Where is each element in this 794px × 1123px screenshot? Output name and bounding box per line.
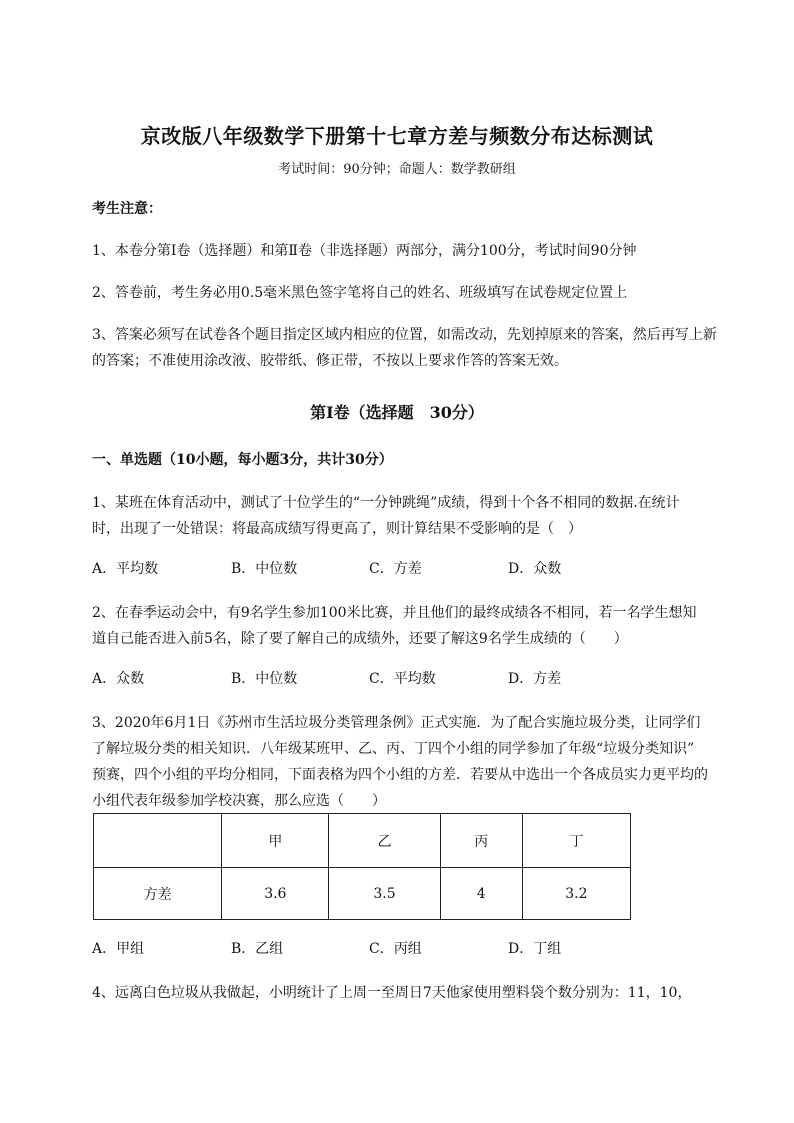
table-cell: 3.5 — [329, 868, 440, 920]
section-title: 第Ⅰ卷（选择题 30分） — [310, 403, 484, 422]
option-c[interactable]: C．平均数 — [369, 671, 436, 687]
question-2-text: 2、在春季运动会中，有9名学生参加100米比赛，并且他们的最终成绩各不相同，若一名学生想知 — [92, 605, 697, 621]
notice-heading: 考生注意： — [92, 201, 162, 217]
table-header-cell: 甲 — [222, 814, 329, 868]
table-header-cell: 丙 — [440, 814, 522, 868]
option-d[interactable]: D．丁组 — [508, 941, 562, 957]
option-c[interactable]: C．丙组 — [369, 941, 422, 957]
option-b[interactable]: B．乙组 — [231, 941, 284, 957]
table-row — [94, 868, 631, 920]
question-3-options — [92, 938, 692, 962]
table-header-row — [94, 814, 631, 868]
option-a[interactable]: A．众数 — [92, 671, 145, 687]
variance-table — [93, 813, 631, 920]
table-header-cell: 丁 — [522, 814, 630, 868]
table-header-cell — [94, 814, 222, 868]
question-3-text: 预赛，四个小组的平均分相同，下面表格为四个小组的方差．若要从中选出一个各成员实力更平均的 — [92, 767, 708, 783]
notice-item: 1、本卷分第Ⅰ卷（选择题）和第Ⅱ卷（非选择题）两部分，满分100分，考试时间90分钟 — [92, 243, 637, 259]
question-3-text: 了解垃圾分类的相关知识．八年级某班甲、乙、丙、丁四个小组的同学参加了年级“垃圾分类知识” — [92, 741, 695, 757]
question-2-text: 道自己能否进入前5名，除了要了解自己的成绩外，还要了解这9名学生成绩的（ ） — [92, 631, 628, 647]
question-1-text: 1、某班在体育活动中，测试了十位学生的“一分钟跳绳”成绩，得到十个各不相同的数据.在统计 — [92, 495, 680, 511]
exam-subtitle: 考试时间：90分钟；命题人：数学教研组 — [278, 162, 516, 177]
notice-item: 2、答卷前，考生务必用0.5毫米黑色签字笔将自己的姓名、班级填写在试卷规定位置上 — [92, 285, 628, 301]
question-4-text: 4、远离白色垃圾从我做起，小明统计了上周一至周日7天他家使用塑料袋个数分别为：11，10， — [92, 985, 692, 1001]
question-2-options — [92, 668, 692, 692]
table-cell: 4 — [440, 868, 522, 920]
question-3-text: 小组代表年级参加学校决赛，那么应选（ ） — [92, 793, 386, 809]
question-1-text: 时，出现了一处错误：将最高成绩写得更高了，则计算结果不受影响的是（ ） — [92, 521, 582, 537]
notice-item: 3、答案必须写在试卷各个题目指定区域内相应的位置，如需改动，先划掉原来的答案，然后再写上新 — [92, 327, 717, 343]
option-d[interactable]: D．众数 — [508, 561, 562, 577]
option-c[interactable]: C．方差 — [369, 561, 422, 577]
option-a[interactable]: A．平均数 — [92, 561, 159, 577]
question-1-options — [92, 558, 692, 582]
option-d[interactable]: D．方差 — [508, 671, 562, 687]
notice-item: 的答案；不准使用涂改液、胶带纸、修正带，不按以上要求作答的答案无效。 — [92, 353, 568, 369]
option-a[interactable]: A．甲组 — [92, 941, 145, 957]
option-b[interactable]: B．中位数 — [231, 671, 298, 687]
part-heading: 一、单选题（10小题，每小题3分，共计30分） — [92, 452, 393, 468]
option-b[interactable]: B．中位数 — [231, 561, 298, 577]
table-cell: 3.6 — [222, 868, 329, 920]
question-3-text: 3、2020年6月1日《苏州市生活垃圾分类管理条例》正式实施．为了配合实施垃圾分类，让同学们 — [92, 715, 701, 731]
table-header-cell: 乙 — [329, 814, 440, 868]
exam-title: 京改版八年级数学下册第十七章方差与频数分布达标测试 — [140, 124, 654, 148]
table-cell: 3.2 — [522, 868, 630, 920]
table-cell: 方差 — [94, 868, 222, 920]
